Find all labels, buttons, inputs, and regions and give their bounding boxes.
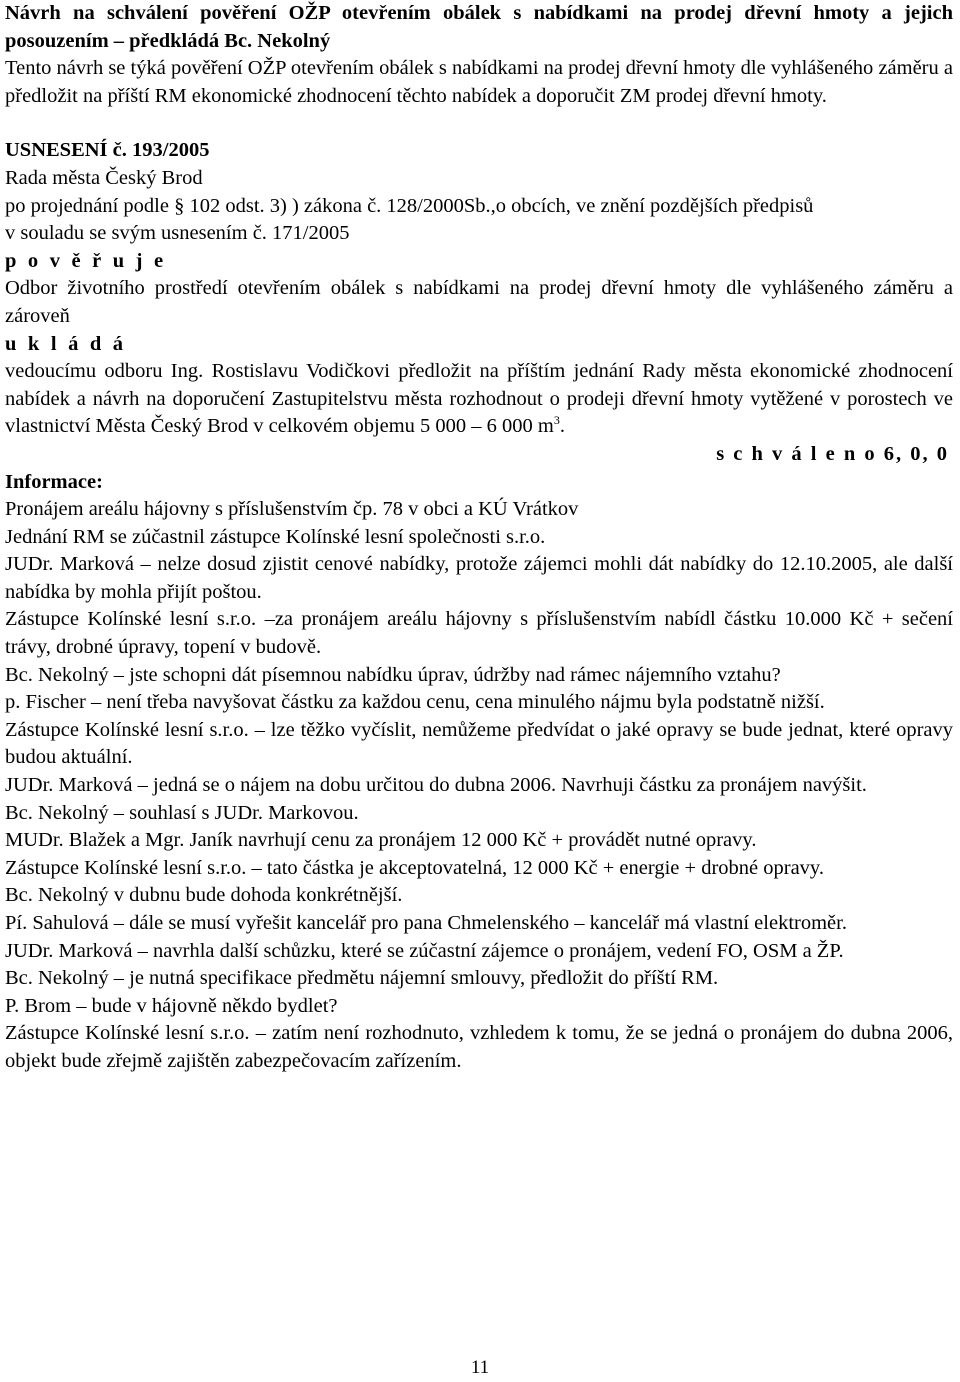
proposal-heading: Návrh na schválení pověření OŽP otevřením obálek s nabídkami na prodej dřevní hmoty a jejich posouzením – předkládá Bc. Nekolný <box>5 2 953 52</box>
info-paragraph: Pí. Sahulová – dále se musí vyřešit kancelář pro pana Chmelenského – kancelář má vlastní elektroměr. <box>5 912 847 934</box>
resolution-text-2 <box>5 358 953 441</box>
info-paragraph: P. Brom – bude v hájovně někdo bydlet? <box>5 994 338 1017</box>
resolution-body: Rada města Český Brod <box>5 166 203 189</box>
info-paragraph: JUDr. Marková – navrhla další schůzku, které se zúčastní zájemce o pronájem, vedení FO, OSM a ŽP. <box>5 939 844 962</box>
info-paragraph: JUDr. Marková – jedná se o nájem na dobu určitou do dubna 2006. Navrhuji částku za pronájem navýšit. <box>5 774 867 797</box>
info-heading: Informace: <box>5 470 103 493</box>
info-paragraph: JUDr. Marková – nelze dosud zjistit cenové nabídky, protože zájemci mohli dát nabídky do 12.10.2005, ale další nabídka by mohla přijít poštou. <box>5 553 953 603</box>
info-paragraph: Bc. Nekolný – je nutná specifikace předmětu nájemní smlouvy, předložit do příští RM. <box>5 967 719 990</box>
resolution-text-2-sup: 3 <box>553 413 560 428</box>
page-number: 11 <box>470 1357 490 1378</box>
document-page <box>5 0 953 1076</box>
resolution-text-1: Odbor životního prostředí otevřením obálek s nabídkami na prodej dřevní hmoty dle vyhlášeného záměru a zároveň <box>5 277 953 327</box>
resolution-text-2-main: vedoucímu odboru Ing. Rostislavu Vodičkovi předložit na příštím jednání Rady města ekonomické zhodnocení nabídek a návrh na doporučení Zastupitelstvu města rozhodnout o prodeji dřevní hmoty vytěžené v porostech ve vlastnictví Města Český Brod v celkovém objemu 5 000 – 6 000 m <box>5 360 953 438</box>
info-paragraph: Bc. Nekolný – souhlasí s JUDr. Markovou. <box>5 801 359 824</box>
resolution-title: USNESENÍ č. 193/2005 <box>5 139 210 162</box>
spacer <box>5 110 953 137</box>
resolution-verb-authorizes: p o v ě ř u j e <box>5 249 167 272</box>
info-paragraph: Zástupce Kolínské lesní s.r.o. – zatím není rozhodnuto, vzhledem k tomu, že se jedná o pronájem do dubna 2006, objekt bude zřejmě zajištěn zabezpečovacím zařízením. <box>5 1022 953 1072</box>
resolution-verb-orders: u k l á d á <box>5 332 127 355</box>
resolution-reference: v souladu se svým usnesením č. 171/2005 <box>5 222 350 245</box>
resolution-legal-basis: po projednání podle § 102 odst. 3) ) zákona č. 128/2000Sb.,o obcích, ve znění pozdějších předpisů <box>5 194 814 217</box>
proposal-text: Tento návrh se týká pověření OŽP otevřením obálek s nabídkami na prodej dřevní hmoty dle vyhlášeného záměru a předložit na příští RM ekonomické zhodnocení těchto nabídek a doporučit ZM prodej dřevní hmoty. <box>5 57 953 107</box>
info-paragraph: Zástupce Kolínské lesní s.r.o. –za pronájem areálu hájovny s příslušenstvím nabídl částku 10.000 Kč + sečení trávy, drobné úpravy, topení v budově. <box>5 608 953 659</box>
info-paragraph: Zástupce Kolínské lesní s.r.o. – lze těžko vyčíslit, nemůžeme předvídat o jaké opravy se bude jednat, které opravy budou aktuální. <box>5 718 953 769</box>
info-paragraph: Zástupce Kolínské lesní s.r.o. – tato částka je akceptovatelná, 12 000 Kč + energie + drobné opravy. <box>5 856 824 879</box>
info-paragraph: Bc. Nekolný – jste schopni dát písemnou nabídku úprav, údržby nad rámec nájemního vztahu? <box>5 663 781 686</box>
info-paragraph: Jednání RM se zúčastnil zástupce Kolínské lesní společnosti s.r.o. <box>5 525 546 548</box>
resolution-text-2-end: . <box>559 415 566 438</box>
info-paragraph: p. Fischer – není třeba navyšovat částku za každou cenu, cena minulého nájmu byla podstatně nižší. <box>5 691 825 714</box>
info-paragraph: MUDr. Blažek a Mgr. Janík navrhují cenu za pronájem 12 000 Kč + provádět nutné opravy. <box>5 829 757 852</box>
info-subject: Pronájem areálu hájovny s příslušenstvím čp. 78 v obci a KÚ Vrátkov <box>5 498 579 521</box>
info-paragraph: Bc. Nekolný v dubnu bude dohoda konkrétnější. <box>5 884 403 907</box>
resolution-vote: s c h v á l e n o 6, 0, 0 <box>716 442 949 465</box>
